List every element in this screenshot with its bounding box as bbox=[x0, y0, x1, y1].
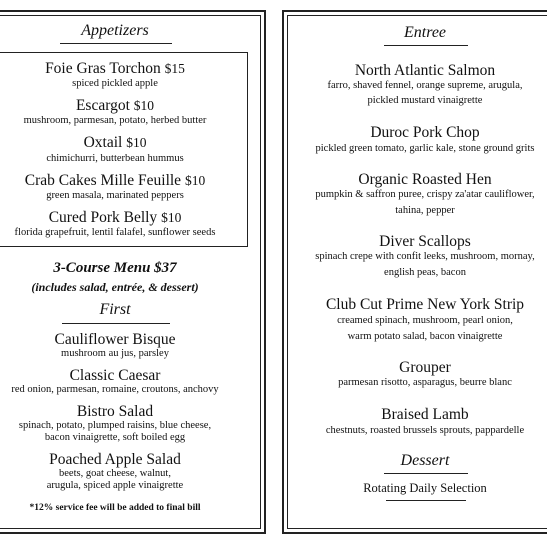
course-menu-includes: (includes salad, entrée, & dessert) bbox=[31, 280, 199, 294]
first-heading: First bbox=[99, 301, 131, 318]
left-menu-column bbox=[0, 0, 250, 547]
service-fee-note: *12% service fee will be added to final bill bbox=[29, 503, 201, 513]
entree-name: Club Cut Prime New York Strip bbox=[325, 296, 525, 313]
entree-underline bbox=[384, 45, 468, 46]
appetizers-heading: Appetizers bbox=[81, 22, 149, 39]
entree-name: Organic Roasted Hen bbox=[358, 171, 492, 188]
first-course-name: Poached Apple Salad bbox=[49, 451, 181, 468]
appetizer-name: Cured Pork Belly $10 bbox=[48, 209, 182, 226]
entree-heading: Entree bbox=[403, 24, 447, 41]
entree-desc: pickled mustard vinaigrette bbox=[367, 95, 483, 106]
dessert-underline bbox=[384, 473, 468, 474]
entree-name: Grouper bbox=[399, 359, 451, 376]
first-course-desc: arugula, spiced apple vinaigrette bbox=[46, 480, 184, 491]
appetizer-name: Crab Cakes Mille Feuille $10 bbox=[24, 172, 206, 189]
entree-name: Diver Scallops bbox=[379, 233, 471, 250]
appetizer-desc: mushroom, parmesan, potato, herbed butter bbox=[23, 115, 207, 126]
appetizer-name: Escargot $10 bbox=[75, 97, 155, 114]
first-course-name: Cauliflower Bisque bbox=[54, 331, 176, 348]
right-menu-column bbox=[282, 0, 547, 547]
entree-desc: parmesan risotto, asparagus, beurre blanc bbox=[338, 377, 512, 388]
first-course-desc: mushroom au jus, parsley bbox=[61, 348, 169, 359]
appetizer-desc: chimichurri, butterbean hummus bbox=[46, 153, 184, 164]
entree-name: North Atlantic Salmon bbox=[354, 62, 496, 79]
appetizer-desc: green masala, marinated peppers bbox=[46, 190, 184, 201]
first-underline bbox=[62, 323, 170, 324]
entree-desc: chestnuts, roasted brussels sprouts, pappardelle bbox=[325, 425, 525, 436]
appetizer-name: Foie Gras Torchon $15 bbox=[45, 60, 185, 77]
first-course-desc: beets, goat cheese, walnut, bbox=[59, 468, 171, 479]
entree-name: Braised Lamb bbox=[381, 406, 469, 423]
first-course-desc: red onion, parmesan, romaine, croutons, anchovy bbox=[11, 384, 219, 395]
entree-desc: creamed spinach, mushroom, pearl onion, bbox=[337, 315, 513, 326]
entree-desc: english peas, bacon bbox=[384, 267, 466, 278]
appetizer-desc: florida grapefruit, lentil falafel, sunflower seeds bbox=[14, 227, 216, 238]
appetizer-name: Oxtail $10 bbox=[83, 134, 147, 151]
first-course-name: Bistro Salad bbox=[76, 403, 154, 420]
entree-desc: warm potato salad, bacon vinaigrette bbox=[347, 331, 503, 342]
course-menu-title: 3-Course Menu $37 bbox=[53, 260, 177, 276]
appetizer-desc: spiced pickled apple bbox=[72, 78, 158, 89]
dessert-item-underline bbox=[386, 500, 466, 501]
entree-desc: spinach crepe with confit leeks, mushroom, mornay, bbox=[315, 251, 535, 262]
entree-desc: pumpkin & saffron puree, crispy za'atar cauliflower, bbox=[315, 189, 535, 200]
entree-desc: pickled green tomato, garlic kale, stone ground grits bbox=[315, 143, 535, 154]
first-course-name: Classic Caesar bbox=[69, 367, 161, 384]
entree-desc: farro, shaved fennel, orange supreme, arugula, bbox=[327, 80, 523, 91]
entree-name: Duroc Pork Chop bbox=[370, 124, 480, 141]
first-course-desc: bacon vinaigrette, soft boiled egg bbox=[44, 432, 186, 443]
dessert-item: Rotating Daily Selection bbox=[363, 481, 487, 495]
first-course-desc: spinach, potato, plumped raisins, blue cheese, bbox=[18, 420, 212, 431]
dessert-heading: Dessert bbox=[400, 452, 450, 469]
appetizers-underline bbox=[60, 43, 172, 44]
entree-desc: tahina, pepper bbox=[395, 205, 455, 216]
